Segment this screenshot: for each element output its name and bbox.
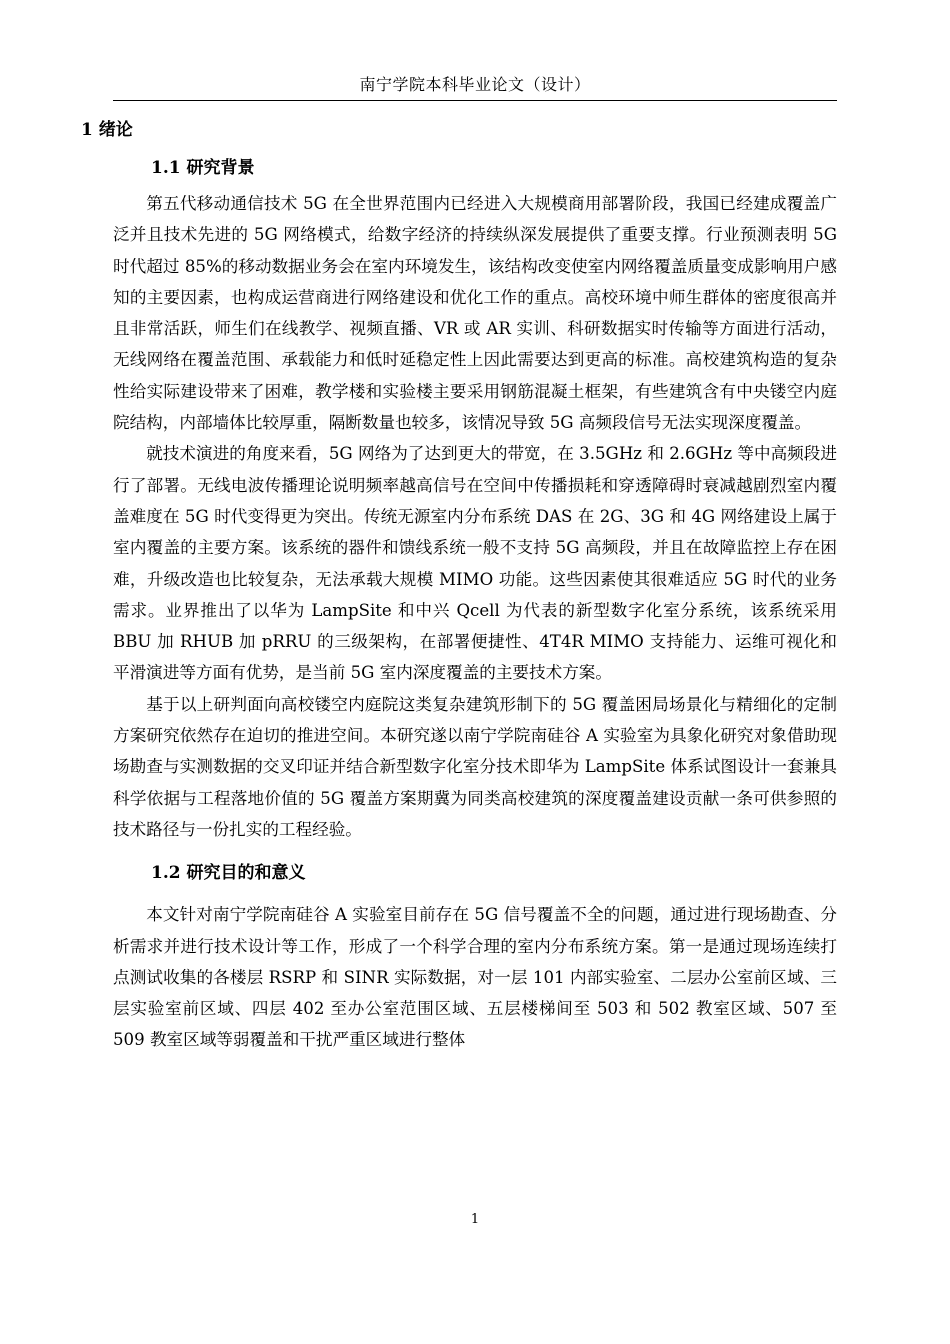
paragraph-background-2: 就技术演进的角度来看，5G 网络为了达到更大的带宽，在 3.5GHz 和 2.6GHz 等中高频段进行了部署。无线电波传播理论说明频率越高信号在空间中传播损耗和穿透障碍时衰减越剧烈室内覆盖难度在 5G 时代变得更为突出。传统无源室内分布系统 DAS 在 2G、3G 和 4G 网络建设上属于室内覆盖的主要方案。该系统的器件和馈线系统一般不支持 5G 高频段，并且在故障监控上存在困难，升级改造也比较复杂，无法承载大规模 MIMO 功能。这些因素使其很难适应 5G 时代的业务需求。业界推出了以华为 LampSite 和中兴 Qcell 为代表的新型数字化室分系统，该系统采用 BBU 加 RHUB 加 pRRU 的三级架构，在部署便捷性、4T4R MIMO 支持能力、运维可视化和平滑演进等方面有优势，是当前 5G 室内深度覆盖的主要技术方案。 [113, 444, 837, 683]
header-rule [113, 100, 837, 101]
section-heading-background: 1.1 研究背景 [151, 158, 255, 178]
paragraph-background-3: 基于以上研判面向高校镂空内庭院这类复杂建筑形制下的 5G 覆盖困局场景化与精细化的定制方案研究依然存在迫切的推进空间。本研究遂以南宁学院南硅谷 A 实验室为具象化研究对象借助现场勘查与实测数据的交叉印证并结合新型数字化室分技术即华为 LampSite 体系试图设计一套兼具科学依据与工程落地价值的 5G 覆盖方案期冀为同类高校建筑的深度覆盖建设贡献一条可供参照的技术路径与一份扎实的工程经验。 [113, 694, 837, 839]
chapter-heading: 1 绪论 [81, 120, 133, 140]
page-content [81, 112, 837, 1056]
paragraph-background-1: 第五代移动通信技术 5G 在全世界范围内已经进入大规模商用部署阶段，我国已经建成覆盖广泛并且技术先进的 5G 网络模式，给数字经济的持续纵深发展提供了重要支撑。行业预测表明 5G 时代超过 85%的移动数据业务会在室内环境发生，该结构改变使室内网络覆盖质量变成影响用户感知的主要因素，也构成运营商进行网络建设和优化工作的重点。高校环境中师生群体的密度很高并且非常活跃，师生们在线教学、视频直播、VR 或 AR 实训、科研数据实时传输等方面进行活动，无线网络在覆盖范围、承载能力和低时延稳定性上因此需要达到更高的标准。高校建筑构造的复杂性给实际建设带来了困难，教学楼和实验楼主要采用钢筋混凝土框架，有些建筑含有中央镂空内庭院结构，内部墙体比较厚重，隔断数量也较多，该情况导致 5G 高频段信号无法实现深度覆盖。 [113, 194, 837, 433]
section-heading-purpose: 1.2 研究目的和意义 [151, 863, 306, 884]
paragraph-purpose-1: 本文针对南宁学院南硅谷 A 实验室目前存在 5G 信号覆盖不全的问题，通过进行现场勘查、分析需求并进行技术设计等工作，形成了一个科学合理的室内分布系统方案。第一是通过现场连续打点测试收集的各楼层 RSRP 和 SINR 实际数据，对一层 101 内部实验室、二层办公室前区域、三层实验室前区域、四层 402 至办公室范围区域、五层楼梯间至 503 和 502 教室区域、507 至 509 教室区域等弱覆盖和干扰严重区域进行整体 [113, 905, 837, 1050]
running-header: 南宁学院本科毕业论文（设计） [359, 75, 591, 94]
page-number: 1 [470, 1212, 480, 1227]
